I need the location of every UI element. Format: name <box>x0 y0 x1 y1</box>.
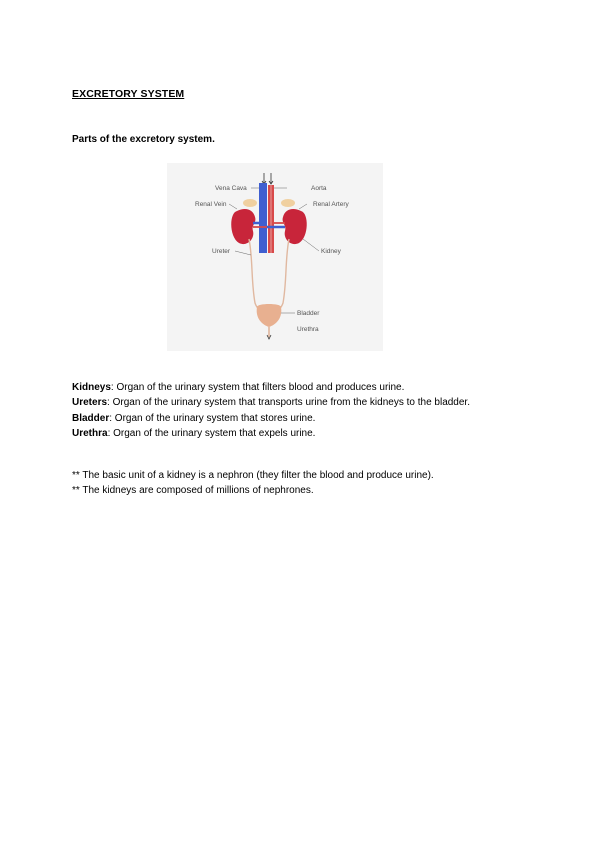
definition-ureters: Ureters: Organ of the urinary system that transports urine from the kidneys to the bladder. <box>72 397 470 409</box>
definition-bladder: Bladder: Organ of the urinary system that stores urine. <box>72 412 316 424</box>
definition-urethra: Urethra: Organ of the urinary system that expels urine. <box>72 427 316 439</box>
label-renal-artery: Renal Artery <box>313 201 349 208</box>
label-kidney: Kidney <box>321 248 341 255</box>
section-subtitle: Parts of the excretory system. <box>72 134 215 145</box>
right-adrenal-gland <box>281 199 295 207</box>
vena-cava <box>259 183 267 253</box>
left-adrenal-gland <box>243 199 257 207</box>
definition-kidneys: Kidneys: Organ of the urinary system that filters blood and produces urine. <box>72 382 405 393</box>
page-title: EXCRETORY SYSTEM <box>72 88 185 100</box>
notes-list <box>72 468 434 499</box>
note-nephron-count: ** The kidneys are composed of millions of nephrones. <box>72 485 314 497</box>
note-nephron-unit: ** The basic unit of a kidney is a nephron (they filter the blood and produce urine). <box>72 470 434 481</box>
label-ureter: Ureter <box>212 248 231 255</box>
label-vena-cava: Vena Cava <box>215 185 247 192</box>
label-aorta: Aorta <box>311 185 327 192</box>
label-renal-vein: Renal Vein <box>195 201 227 208</box>
definitions-list <box>72 380 470 441</box>
label-urethra: Urethra <box>297 326 319 333</box>
label-bladder: Bladder <box>297 310 320 317</box>
urinary-system-diagram <box>167 163 383 351</box>
